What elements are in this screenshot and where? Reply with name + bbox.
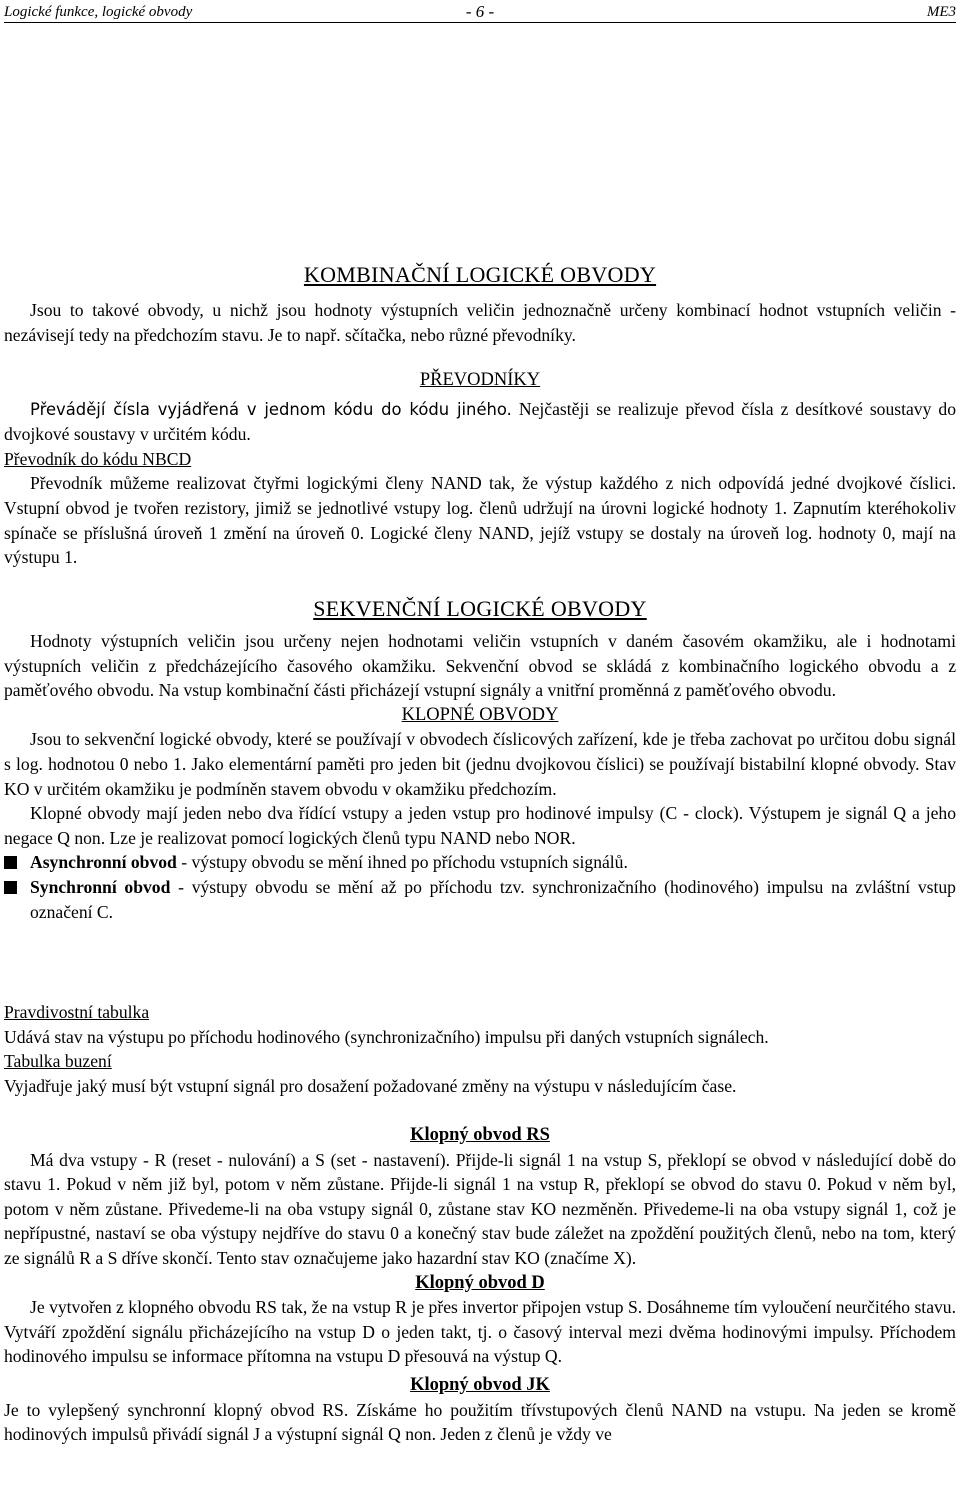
d-text: Je vytvořen z klopného obvodu RS tak, že na vstup R je přes invertor připojen vstup S. Dosáhneme tím vyloučení neurčitého stavu. Vytváří zpoždění signálu přicházejícího na vstup D o jeden takt, tj. o časový interval mezi dvěma hodinovými impulsy. Příchodem hodinového impulsu se informace přítomna na vstupu D přesouvá na výstup Q. xyxy=(4,1297,956,1367)
kombinacni-title: KOMBINAČNÍ LOGICKÉ OBVODY xyxy=(303,262,657,287)
rs-text: Má dva vstupy - R (reset - nulování) a S (set - nastavení). Přijde-li signál 1 na vstup S, překlopí se obvod v následující době do stavu 1. Pokud v něm již byl, potom v něm zůstane. Přijde-li signál 1 na vstup R, překlopí se obvod do stavu 0. Pokud v něm byl, potom v něm zůstane. Přivedeme-li na oba vstupy signál 0, zůstane stav KO nezměněn. Přivedeme-li na oba vstupy signál 1, což je nepřípustné, nastaví se oba výstupy nejdříve do stavu 0 a konečný stav bude záležet na zpoždění použitých členů, nebo na tom, který ze signálů R a S dříve skončí. Tento stav označujeme jako hazardní stav KO (značíme X). xyxy=(4,1149,956,1268)
klopne-text-1: Jsou to sekvenční logické obvody, které se používají v obvodech číslicových zařízení, kde je třeba zachovat po určitou dobu signál s log. hodnotou 0 nebo 1. Jako elementární paměti pro jeden bit (jednu dvojkovou číslici) se používají bistabilní klopné obvody. Stav KO v určitém okamžiku je podmíněn stavem obvodu v okamžiku předchozím. xyxy=(4,729,956,799)
prevodniky-title: PŘEVODNÍKY xyxy=(419,370,541,390)
tabulky-section xyxy=(4,1000,956,1098)
page-header xyxy=(4,2,956,23)
pravdivostni-text: Udává stav na výstupu po příchodu hodinového (synchronizačního) impulsu při daných vstupních signálech. xyxy=(4,1026,769,1047)
sekvencni-text: Hodnoty výstupních veličin jsou určeny nejen hodnotami veličin vstupních v daném časovém okamžiku, ale i hodnotami výstupních veličin z předcházejícího časového okamžiku. Sekvenční obvod se skládá z kombinačního logického obvodu a z paměťového obvodu. Na vstup kombinační části přicházejí vstupní signály a vnitřní proměnná z paměťového obvodu. xyxy=(4,631,956,701)
prevodniky-text: Převádějí čísla vyjádřená v jednom kódu do kódu jiného. Nejčastěji se realizuje převod čísla z desítkové soustavy do dvojkové soustavy v určitém kódu. xyxy=(4,398,956,445)
bullet-synchronni: Synchronní obvod - výstupy obvodu se mění až po příchodu tzv. synchronizačního (hodinového) impulsu na zvláštní vstup označení C. xyxy=(4,875,956,924)
buzeni-title: Tabulka buzení xyxy=(4,1051,112,1072)
sekvencni-title: SEKVENČNÍ LOGICKÉ OBVODY xyxy=(313,596,647,621)
kombinacni-section xyxy=(4,298,956,347)
header-code: ME3 xyxy=(926,4,956,20)
rs-section xyxy=(4,1123,956,1447)
jk-text: Je to vylepšený synchronní klopný obvod RS. Získáme ho použitím třívstupových členů NAND na vstupu. Na jeden se kromě hodinových impulsů přivádí signál J a výstupní signál Q non. Jeden z členů je vždy ve xyxy=(4,1399,956,1445)
prevodniky-section xyxy=(4,368,956,570)
sekvencni-section xyxy=(4,629,956,924)
buzeni-text: Vyjadřuje jaký musí být vstupní signál pro dosažení požadované změny na výstupu v následujícím čase. xyxy=(4,1075,737,1096)
header-title: Logické funkce, logické obvody xyxy=(4,4,193,20)
kombinacni-text: Jsou to takové obvody, u nichž jsou hodnoty výstupních veličin jednoznačně určeny kombinací hodnot vstupních veličin - nezávisejí tedy na předchozím stavu. Je to např. sčítačka, nebo různé převodníky. xyxy=(4,300,956,345)
bullet-square-icon xyxy=(4,881,17,894)
rs-title: Klopný obvod RS xyxy=(410,1125,550,1145)
bullet-square-icon xyxy=(4,856,17,869)
page-number: - 6 - xyxy=(465,2,495,21)
pravdivostni-title: Pravdivostní tabulka xyxy=(4,1002,150,1022)
bullet-asynchronni: Asynchronní obvod - výstupy obvodu se mění ihned po příchodu vstupních signálů. xyxy=(4,850,956,875)
nbcd-title: Převodník do kódu NBCD xyxy=(4,448,192,469)
klopne-text-2: Klopné obvody mají jeden nebo dva řídící vstupy a jeden vstup pro hodinové impulsy (C - clock). Výstupem je signál Q a jeho negace Q non. Lze je realizovat pomocí logických členů typu NAND nebo NOR. xyxy=(4,803,956,848)
jk-title: Klopný obvod JK xyxy=(410,1374,550,1395)
nbcd-text: Převodník můžeme realizovat čtyřmi logickými členy NAND tak, že výstup každého z nich odpovídá jedné dvojkové číslici. Vstupní obvod je tvořen rezistory, jimiž se jednotlivé vstupy log. členů udržují na úrovni logické hodnoty 1. Zapnutím kteréhokoliv spínače se příslušná úroveň 1 změní na úroveň 0. Logické členy NAND, jejíž vstupy se dostaly na úroveň log. hodnoty 0, mají na výstupu 1. xyxy=(4,473,956,568)
d-title: Klopný obvod D xyxy=(415,1272,545,1293)
klopne-title: KLOPNÉ OBVODY xyxy=(401,704,559,725)
